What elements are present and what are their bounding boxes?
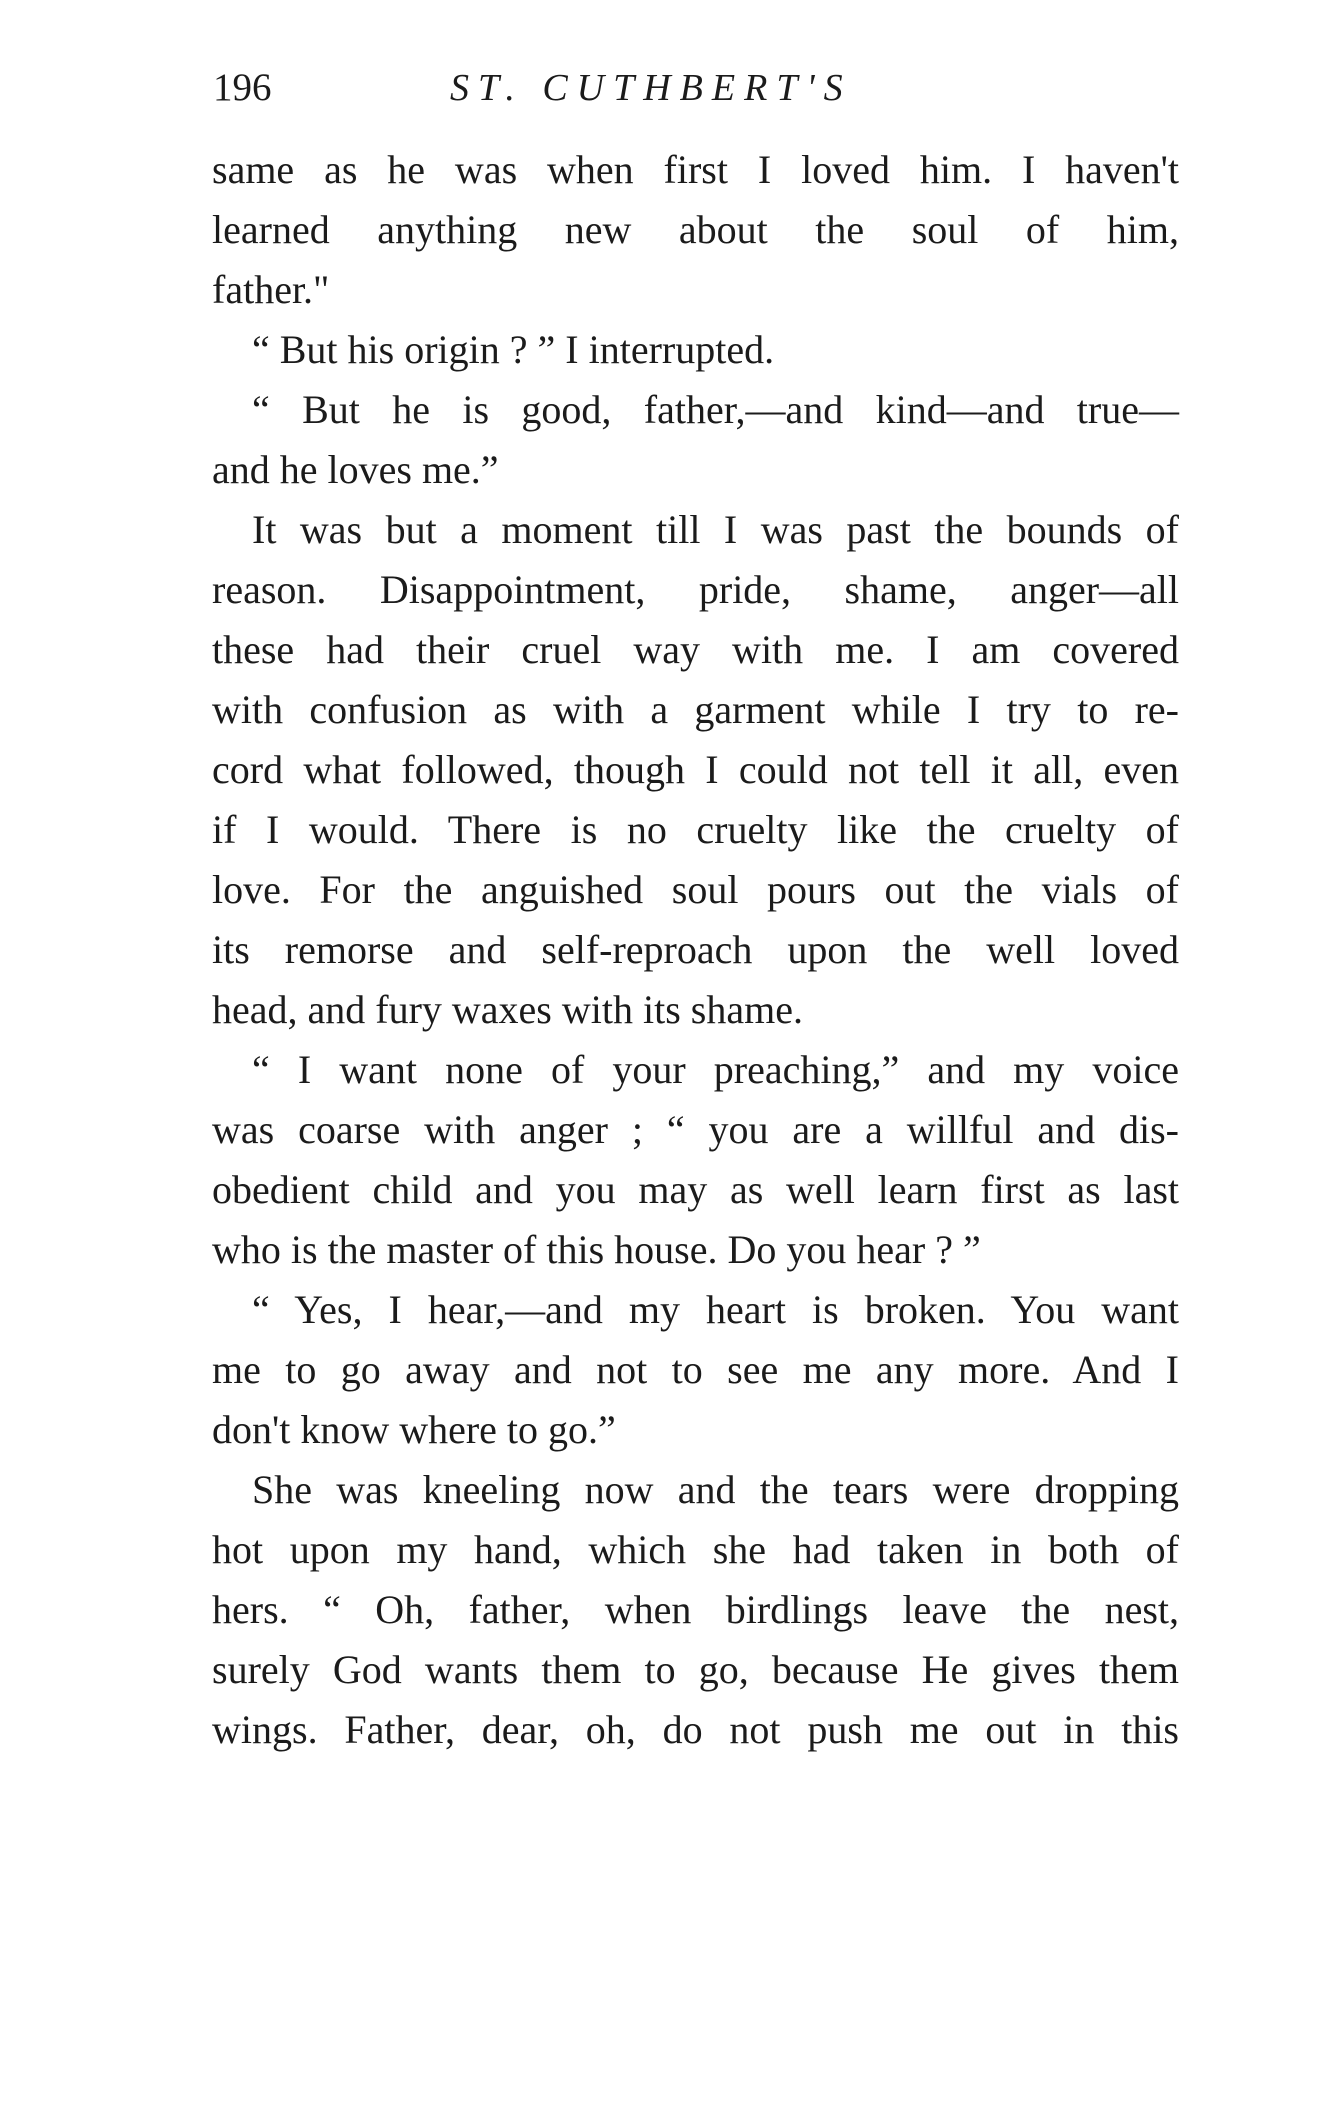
text-line: obedient child and you may as well learn first as last [212, 1167, 1179, 1212]
text-line: was coarse with anger ; “ you are a willful and dis- [212, 1107, 1179, 1152]
text-line: She was kneeling now and the tears were dropping [252, 1467, 1179, 1512]
text-line: if I would. There is no cruelty like the cruelty of [212, 807, 1179, 852]
text-line: “ Yes, I hear,—and my heart is broken. You want [252, 1287, 1179, 1332]
text-line: learned anything new about the soul of him, [212, 207, 1179, 252]
text-line: “ But he is good, father,—and kind—and true— [252, 387, 1179, 432]
running-head [213, 60, 1178, 116]
text-line: and he loves me.” [212, 447, 499, 492]
page-number: 196 [213, 66, 272, 109]
text-line: don't know where to go.” [212, 1407, 616, 1452]
text-line: hot upon my hand, which she had taken in both of [212, 1527, 1179, 1572]
text-line: wings. Father, dear, oh, do not push me out in this [212, 1707, 1179, 1752]
text-line: father." [212, 267, 330, 312]
text-line: who is the master of this house. Do you hear ? ” [212, 1227, 981, 1272]
text-line: love. For the anguished soul pours out the vials of [212, 867, 1179, 912]
text-line: reason. Disappointment, pride, shame, anger—all [212, 567, 1179, 612]
body-text [212, 140, 1179, 1760]
running-title: ST. CUTHBERT'S [450, 67, 852, 109]
text-line: cord what followed, though I could not tell it all, even [212, 747, 1179, 792]
text-line: It was but a moment till I was past the bounds of [252, 507, 1179, 552]
text-line: its remorse and self-reproach upon the well loved [212, 927, 1179, 972]
text-line: these had their cruel way with me. I am covered [212, 627, 1179, 672]
text-line: same as he was when first I loved him. I haven't [212, 147, 1179, 192]
text-line: “ But his origin ? ” I interrupted. [252, 327, 775, 372]
text-line: me to go away and not to see me any more. And I [212, 1347, 1179, 1392]
text-line: with confusion as with a garment while I try to re- [212, 687, 1179, 732]
text-line: surely God wants them to go, because He gives them [212, 1647, 1179, 1692]
text-line: “ I want none of your preaching,” and my voice [252, 1047, 1179, 1092]
text-line: head, and fury waxes with its shame. [212, 987, 803, 1032]
text-line: hers. “ Oh, father, when birdlings leave the nest, [212, 1587, 1179, 1632]
